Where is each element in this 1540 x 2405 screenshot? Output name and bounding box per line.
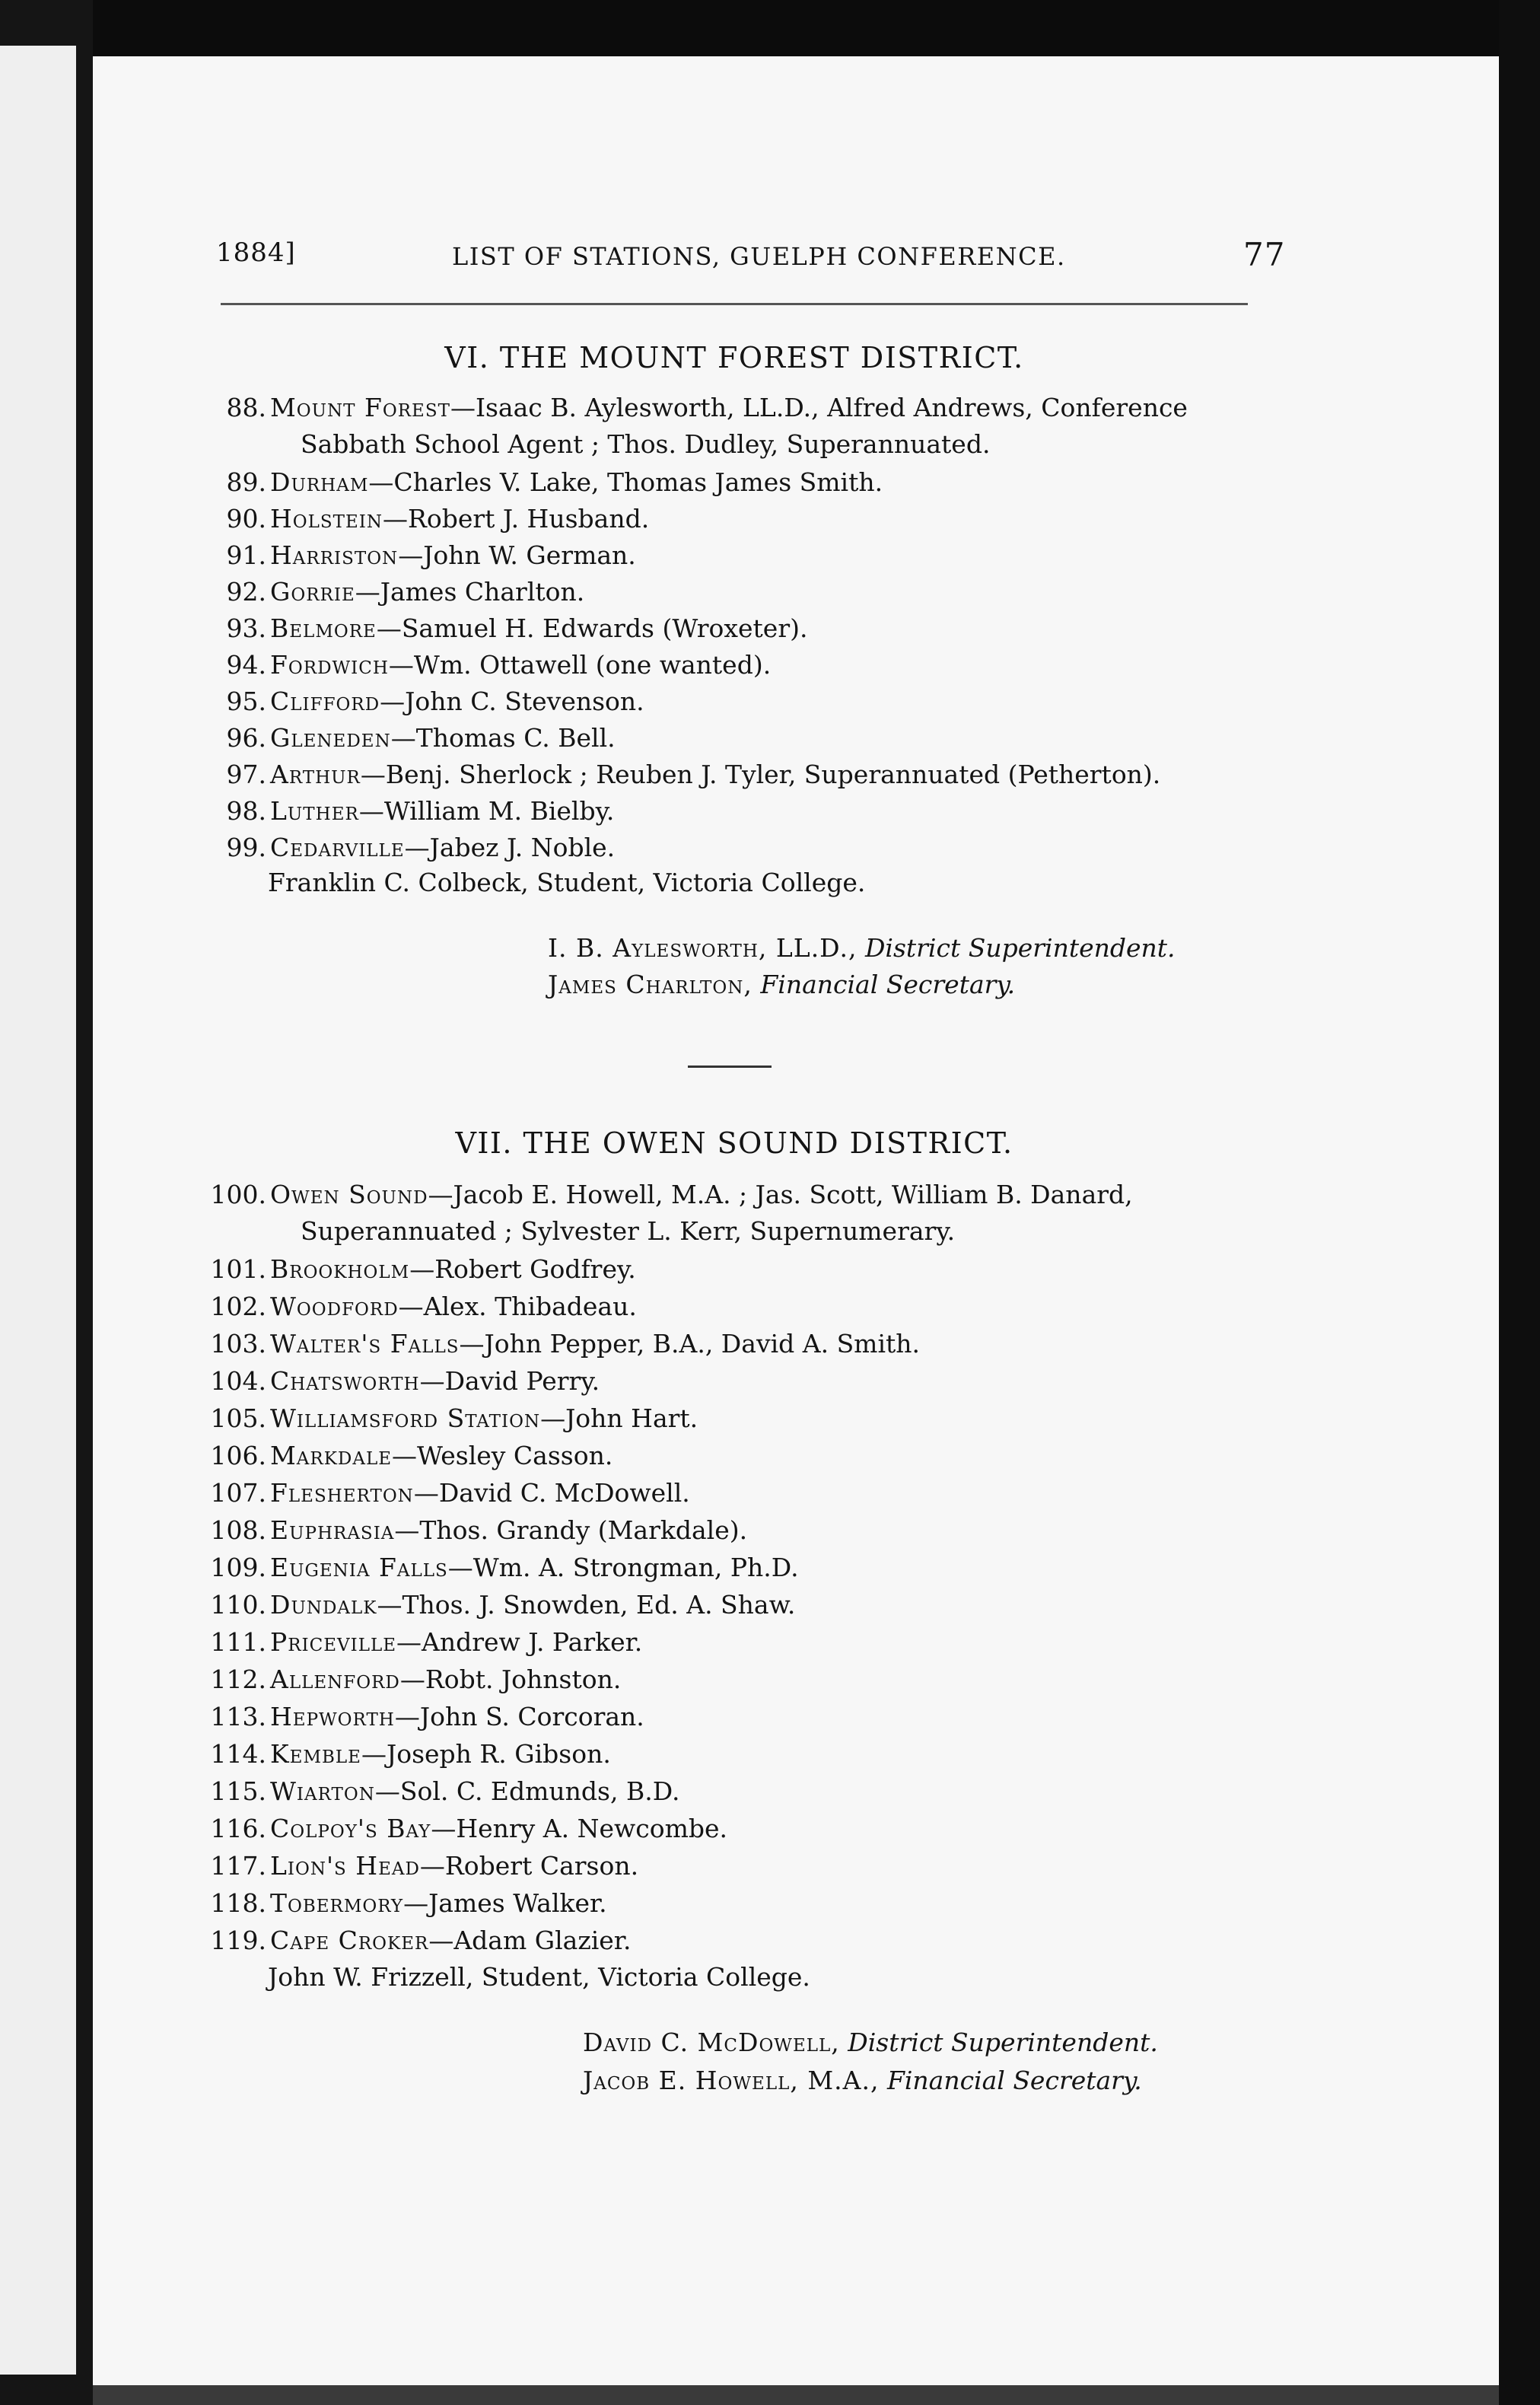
station-place: Wiarton — [270, 1776, 375, 1806]
station-text: —Wm. Ottawell (one wanted). — [388, 650, 772, 680]
signature-role: Financial Secretary. — [760, 970, 1016, 999]
station-number: 100. — [210, 1180, 266, 1209]
station-number: 116. — [210, 1814, 266, 1843]
station-number: 94. — [226, 650, 266, 680]
station-place: Kemble — [270, 1739, 361, 1769]
station-text: —Henry A. Newcombe. — [431, 1814, 728, 1843]
station-number: 91. — [226, 540, 266, 570]
station-text: —John C. Stevenson. — [380, 686, 644, 716]
station-place: Gorrie — [270, 577, 355, 607]
station-number: 109. — [210, 1553, 266, 1582]
station-place: Durham — [270, 467, 369, 497]
station-place: Hepworth — [270, 1702, 395, 1731]
station-place: Clifford — [270, 686, 380, 716]
station-number: 88. — [226, 393, 266, 422]
station-text: —Jabez J. Noble. — [404, 833, 616, 862]
station-text: —Wesley Casson. — [392, 1441, 613, 1470]
station-number: 119. — [210, 1926, 266, 1955]
station-place: Owen Sound — [270, 1180, 428, 1209]
station-place: Lion's Head — [270, 1851, 420, 1881]
station-number: 98. — [226, 796, 266, 826]
signature-role: District Superintendent. — [848, 2028, 1158, 2057]
station-number: 107. — [210, 1478, 266, 1508]
station-text: —Robert Godfrey. — [409, 1254, 636, 1284]
station-text: —Samuel H. Edwards (Wroxeter). — [376, 613, 808, 643]
signature-name: Jacob E. Howell, M.A., — [583, 2066, 880, 2095]
station-number: 111. — [210, 1627, 266, 1657]
station-text: —Adam Glazier. — [428, 1926, 632, 1955]
station-text: —John W. German. — [398, 540, 636, 570]
station-number: 96. — [226, 723, 266, 753]
station-number: 89. — [226, 467, 266, 497]
station-place: Dundalk — [270, 1590, 377, 1620]
station-text: —James Walker. — [403, 1888, 607, 1918]
station-number: 117. — [210, 1851, 266, 1881]
station-place: Euphrasia — [270, 1515, 395, 1545]
signature-secretary — [548, 970, 1015, 999]
signature-role: District Superintendent. — [864, 933, 1176, 963]
station-number: 118. — [210, 1888, 266, 1918]
signature-superintendent — [548, 933, 1176, 963]
station-text: —Sol. C. Edmunds, B.D. — [374, 1776, 680, 1806]
station-place: Gleneden — [270, 723, 391, 753]
signature-secretary — [583, 2066, 1142, 2095]
station-number: 115. — [210, 1776, 266, 1806]
station-text: —John Pepper, B.A., David A. Smith. — [459, 1329, 921, 1359]
station-number: 104. — [210, 1366, 266, 1396]
station-place: Fordwich — [270, 650, 389, 680]
signature-name: David C. McDowell, — [583, 2028, 840, 2057]
station-place: Eugenia Falls — [270, 1553, 448, 1582]
signature-name: I. B. Aylesworth, LL.D., — [548, 933, 858, 963]
station-place: Cape Croker — [270, 1926, 429, 1955]
station-place: Flesherton — [270, 1478, 414, 1508]
signature-role: Financial Secretary. — [886, 2066, 1142, 2095]
station-place: Chatsworth — [270, 1366, 420, 1396]
station-place: Luther — [270, 796, 359, 826]
station-text: —Robert J. Husband. — [383, 504, 650, 534]
station-number: 114. — [210, 1739, 266, 1769]
station-text: —David Perry. — [419, 1366, 600, 1396]
district-heading-owen-sound: VII. THE OWEN SOUND DISTRICT. — [455, 1126, 1013, 1160]
station-place: Walter's Falls — [270, 1329, 460, 1359]
station-continuation: Sabbath School Agent ; Thos. Dudley, Superannuated. — [301, 429, 991, 459]
district-heading-mount-forest: VI. THE MOUNT FOREST DISTRICT. — [444, 341, 1024, 374]
station-number: 95. — [226, 686, 266, 716]
student-line: Franklin C. Colbeck, Student, Victoria College. — [268, 868, 866, 897]
student-line: John W. Frizzell, Student, Victoria College. — [268, 1962, 810, 1992]
station-text: —Charles V. Lake, Thomas James Smith. — [368, 467, 883, 497]
station-text: —Wm. A. Strongman, Ph.D. — [447, 1553, 799, 1582]
station-place: Priceville — [270, 1627, 397, 1657]
station-place: Cedarville — [270, 833, 405, 862]
station-text: —Robt. Johnston. — [399, 1664, 622, 1694]
station-text: —Benj. Sherlock ; Reuben J. Tyler, Superannuated (Petherton). — [360, 760, 1161, 789]
station-continuation: Superannuated ; Sylvester L. Kerr, Supernumerary. — [301, 1216, 956, 1246]
station-number: 103. — [210, 1329, 266, 1359]
scan-border-right — [1499, 0, 1540, 2405]
station-number: 102. — [210, 1292, 266, 1321]
signature-superintendent — [583, 2028, 1158, 2057]
station-number: 101. — [210, 1254, 266, 1284]
station-text: —Thomas C. Bell. — [390, 723, 616, 753]
station-place: Belmore — [270, 613, 377, 643]
header-year: 1884] — [216, 237, 296, 268]
station-text: —Thos. J. Snowden, Ed. A. Shaw. — [377, 1590, 796, 1620]
header-title: LIST OF STATIONS, GUELPH CONFERENCE. — [452, 242, 1066, 271]
station-place: Markdale — [270, 1441, 393, 1470]
station-place: Woodford — [270, 1292, 399, 1321]
station-text: —James Charlton. — [355, 577, 585, 607]
station-number: 106. — [210, 1441, 266, 1470]
station-place: Harriston — [270, 540, 399, 570]
station-text: —Thos. Grandy (Markdale). — [394, 1515, 748, 1545]
station-text: —Joseph R. Gibson. — [361, 1739, 611, 1769]
station-place: Williamsford Station — [270, 1403, 541, 1433]
signature-name: James Charlton, — [548, 970, 752, 999]
station-place: Colpoy's Bay — [270, 1814, 431, 1843]
section-divider — [688, 1066, 772, 1068]
station-text: —John S. Corcoran. — [394, 1702, 644, 1731]
station-number: 90. — [226, 504, 266, 534]
station-number: 113. — [210, 1702, 266, 1731]
station-place: Allenford — [270, 1664, 400, 1694]
station-place: Tobermory — [270, 1888, 404, 1918]
station-text: —Robert Carson. — [419, 1851, 639, 1881]
station-place: Brookholm — [270, 1254, 410, 1284]
running-header — [125, 236, 1286, 283]
station-text: —David C. McDowell. — [413, 1478, 690, 1508]
station-number: 92. — [226, 577, 266, 607]
station-number: 112. — [210, 1664, 266, 1694]
station-text: —Jacob E. Howell, M.A. ; Jas. Scott, William B. Danard, — [428, 1180, 1133, 1209]
station-place: Arthur — [270, 760, 361, 789]
station-number: 108. — [210, 1515, 266, 1545]
station-place: Mount Forest — [270, 393, 450, 422]
station-number: 105. — [210, 1403, 266, 1433]
station-text: —Isaac B. Aylesworth, LL.D., Alfred Andrews, Conference — [450, 393, 1188, 422]
station-text: —Alex. Thibadeau. — [398, 1292, 637, 1321]
adjacent-page-edge — [0, 46, 76, 2375]
station-text: —Andrew J. Parker. — [396, 1627, 643, 1657]
station-text: —William M. Bielby. — [358, 796, 615, 826]
station-number: 110. — [210, 1590, 266, 1620]
station-number: 97. — [226, 760, 266, 789]
station-place: Holstein — [270, 504, 383, 534]
station-number: 93. — [226, 613, 266, 643]
station-number: 99. — [226, 833, 266, 862]
page-number: 77 — [1243, 236, 1286, 273]
header-rule — [221, 303, 1248, 305]
station-text: —John Hart. — [540, 1403, 698, 1433]
